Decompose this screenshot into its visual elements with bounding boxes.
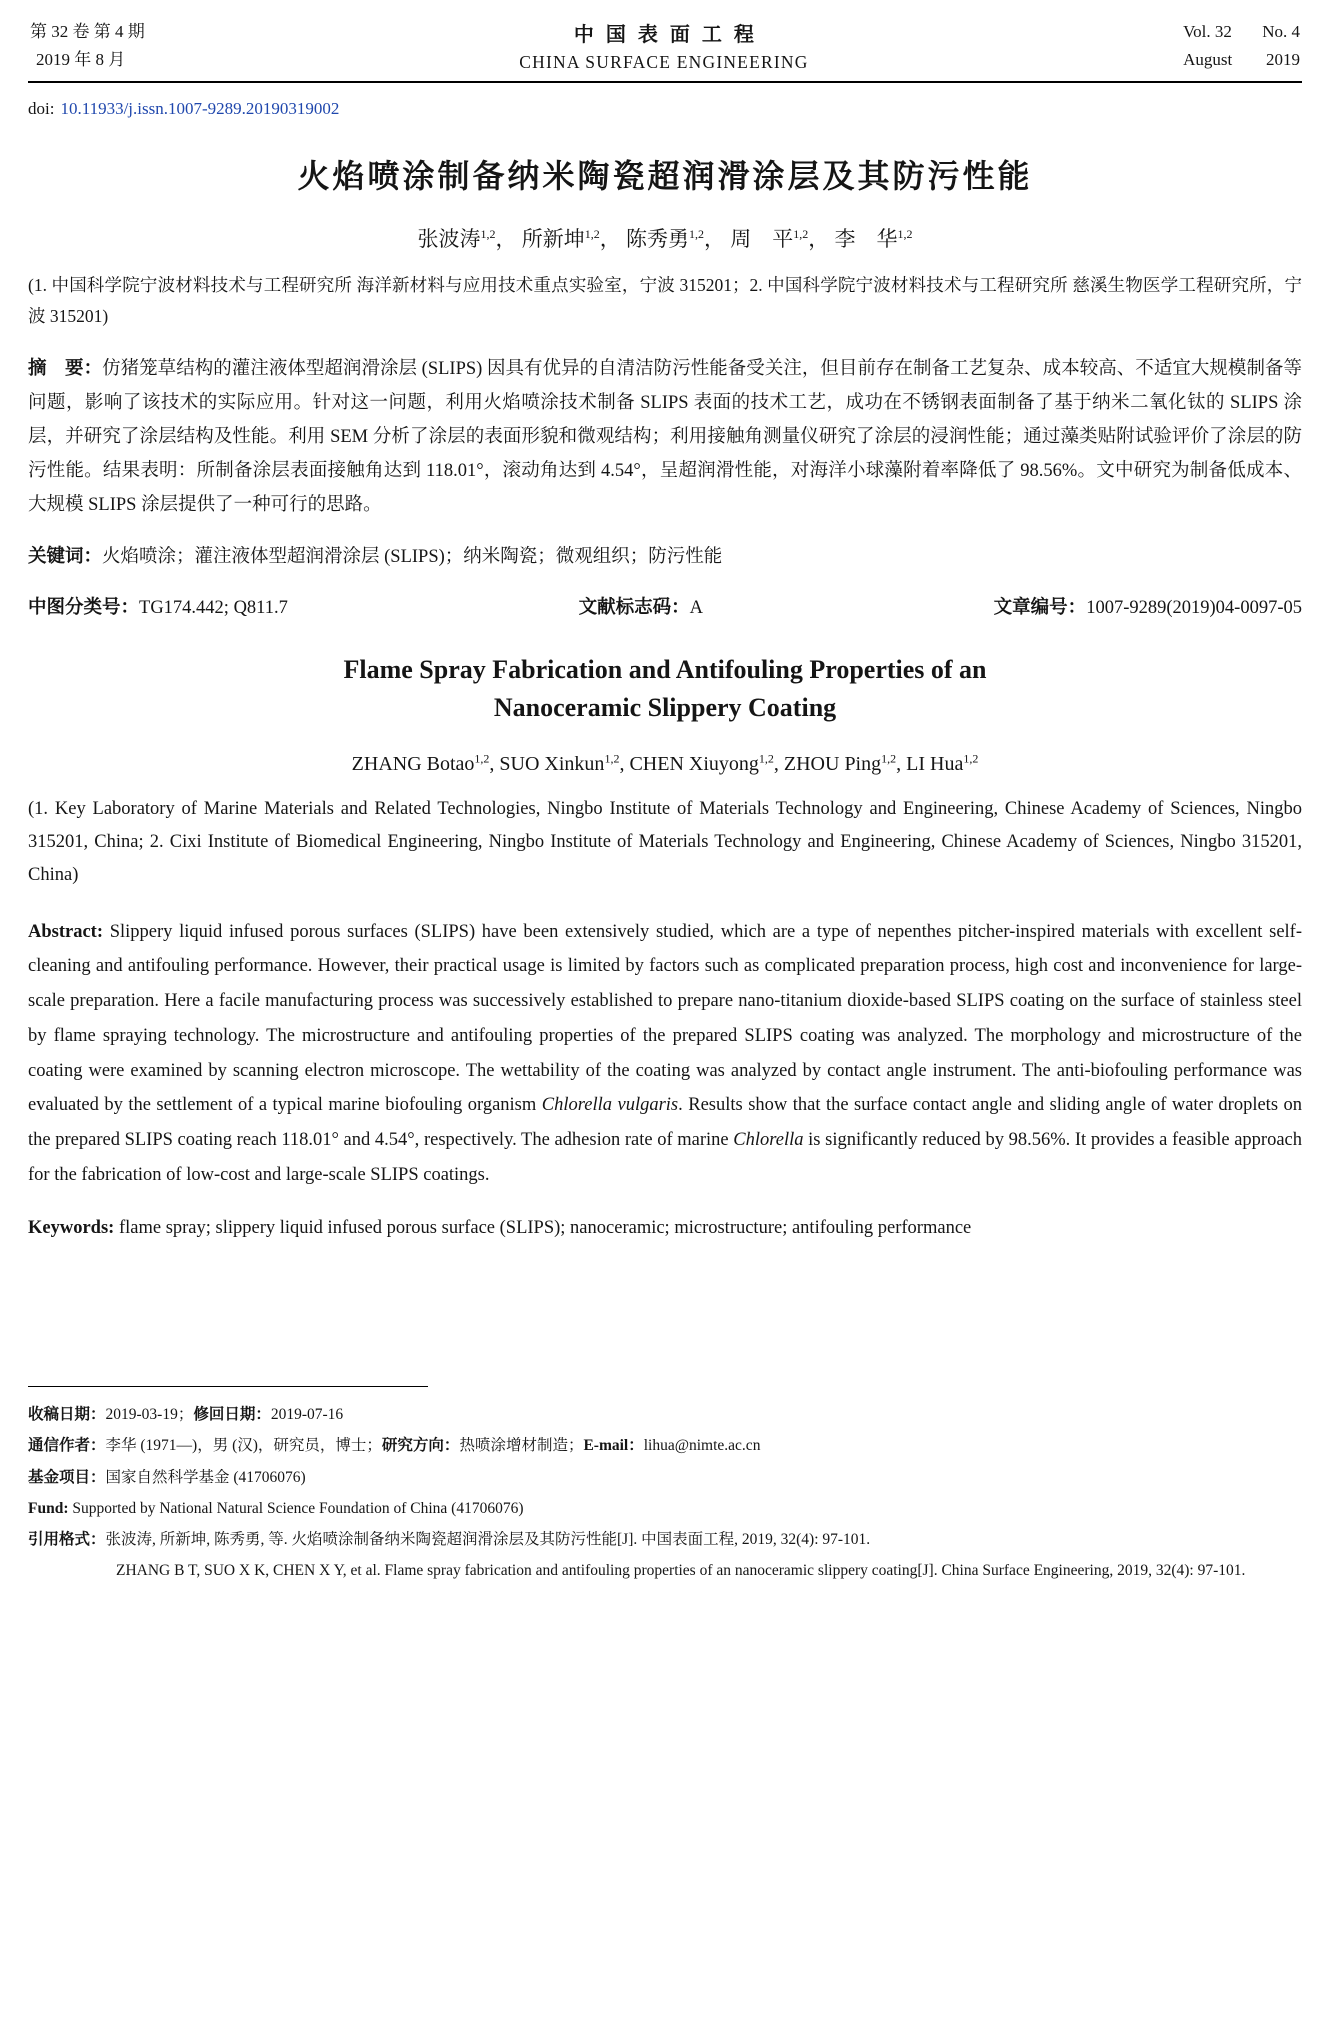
keywords-en [28, 1211, 1302, 1246]
abstract-en [28, 915, 1302, 1193]
journal-name-en: CHINA SURFACE ENGINEERING [519, 52, 809, 72]
research-direction-value: 热喷涂增材制造； [459, 1437, 584, 1455]
footnotes-block [28, 1386, 1302, 1587]
authors-cn [28, 223, 1302, 253]
corresponding-text: 李华 (1971—)，男 (汉)，研究员，博士； [105, 1437, 382, 1455]
author-affil-sup: 1,2 [584, 227, 600, 241]
doi-label: doi: [28, 99, 55, 118]
article-title-en [28, 651, 1302, 726]
fund-cn-label: 基金项目： [28, 1468, 106, 1486]
footnote-divider [28, 1386, 428, 1387]
author-en: CHEN Xiuyong$^{1,2}$, [629, 751, 784, 775]
abstract-en-seg2: . Results show that the surface contact angle and sliding angle of water droplets on the prepared SLIPS coating reach 118.01° and 4.54°, respectively. The adhesion rate of marine [28, 1095, 1303, 1151]
email-value: lihua@nimte.ac.cn [643, 1437, 761, 1455]
document-code: 文献标志码：A [578, 598, 703, 619]
clc-number: 中图分类号：TG174.442; Q811.7 [28, 598, 288, 619]
author-cn: 周 平$^{1,2}$， [730, 227, 830, 251]
header-divider [28, 81, 1302, 83]
issue-volume-cn: 第 32 卷 第 4 期 [30, 22, 145, 42]
keywords-cn-text: 火焰喷涂；灌注液体型超润滑涂层 (SLIPS)；纳米陶瓷；微观组织；防污性能 [102, 546, 723, 567]
abstract-cn-label: 摘 要： [28, 359, 103, 380]
author-affil-sup: 1,2 [758, 751, 774, 766]
author-affil-sup: 1,2 [963, 751, 979, 766]
corresponding-label: 通信作者： [28, 1437, 106, 1455]
number-en: No. 4 [1262, 22, 1300, 42]
abstract-en-species-italic: Chlorella vulgaris [541, 1095, 679, 1116]
author-affil-sup: 1,2 [897, 227, 913, 241]
author-affil-sup: 1,2 [793, 227, 809, 241]
issue-date-cn: 2019 年 8 月 [36, 49, 126, 69]
citation-en-line: ZHANG B T, SUO X K, CHEN X Y, et al. Flame spray fabrication and antifouling properties of an nanoceramic slippery coating[J]. China Surface Engineering, 2019, 32(4): 97-101. [116, 1562, 1246, 1580]
year-en: 2019 [1265, 49, 1300, 69]
fund-cn-line [28, 1462, 1302, 1493]
doi-line [28, 99, 1302, 119]
keywords-en-label: Keywords: [28, 1218, 115, 1239]
article-title-en-line1: Flame Spray Fabrication and Antifouling Properties of an [343, 655, 987, 685]
keywords-cn-label: 关键词： [28, 546, 103, 567]
abstract-en-genus-italic: Chlorella [733, 1130, 804, 1151]
author-cn: 陈秀勇$^{1,2}$， [626, 227, 725, 251]
volume-en: Vol. 32 [1183, 22, 1232, 42]
affiliation-cn: (1. 中国科学院宁波材料技术与工程研究所 海洋新材料与应用技术重点实验室，宁波 315201；2. 中国科学院宁波材料技术与工程研究所 慈溪生物医学工程研究所，宁波 315201) [28, 275, 1302, 326]
abstract-en-label: Abstract: [28, 921, 104, 942]
author-affil-sup: 1,2 [480, 227, 496, 241]
article-id: 文章编号：1007-9289(2019)04-0097-05 [993, 598, 1302, 619]
author-affil-sup: 1,2 [474, 751, 490, 766]
research-direction-label: 研究方向： [381, 1437, 460, 1455]
doi-link[interactable]: 10.11933/j.issn.1007-9289.20190319002 [60, 99, 340, 118]
citation-cn-text: 张波涛, 所新坤, 陈秀勇, 等. 火焰喷涂制备纳米陶瓷超润滑涂层及其防污性能[J]. 中国表面工程, 2019, 32(4): 97-101. [105, 1531, 871, 1549]
fund-cn-value: 国家自然科学基金 (41706076) [105, 1468, 306, 1486]
fund-en-label: Fund: [28, 1499, 69, 1517]
received-value: 2019-03-19； [105, 1406, 194, 1423]
fund-en-line [28, 1493, 1302, 1524]
author-en: LI Hua$^{1,2}$ [906, 751, 979, 775]
received-label: 收稿日期： [28, 1406, 106, 1423]
author-en: ZHOU Ping$^{1,2}$, [783, 751, 907, 775]
citation-label: 引用格式： [28, 1531, 106, 1549]
author-en: SUO Xinkun$^{1,2}$, [499, 751, 630, 775]
keywords-en-text: flame spray; slippery liquid infused porous surface (SLIPS); nanoceramic; microstructure; antifouling performance [114, 1218, 972, 1239]
journal-title-block [519, 18, 808, 73]
author-cn: 张波涛$^{1,2}$， [417, 227, 517, 251]
affiliation-en: (1. Key Laboratory of Marine Materials and Related Technologies, Ningbo Institute of Materials Technology and Engineering, Chinese Academy of Sciences, Ningbo 315201, China; 2. Cixi Institute of Biomedical Engineering, Ningbo Institute of Materials Technology and Engineering, Chinese Academy of Sciences, Ningbo 315201, China) [28, 798, 1302, 886]
dates-line [28, 1399, 1302, 1430]
journal-name-cn: 中国表面工程 [573, 24, 766, 46]
issue-info-cn [30, 18, 145, 72]
email-label: E-mail： [583, 1437, 644, 1455]
revised-label: 修回日期： [193, 1406, 271, 1423]
article-title-en-line2: Nanoceramic Slippery Coating [493, 693, 837, 722]
journal-header [28, 16, 1302, 73]
author-en: ZHANG Botao$^{1,2}$, [351, 751, 500, 775]
revised-value: 2019-07-16 [270, 1406, 344, 1423]
author-affil-sup: 1,2 [881, 751, 897, 766]
abstract-cn-text: 仿猪笼草结构的灌注液体型超润滑涂层 (SLIPS) 因具有优异的自清洁防污性能备受关注，但目前存在制备工艺复杂、成本较高、不适宜大规模制备等问题，影响了该技术的实际应用。针对这一问题，利用火焰喷涂技术制备 SLIPS 表面的技术工艺，成功在不锈钢表面制备了基于纳米二氧化钛的 SLIPS 涂层，并研究了涂层结构及性能。利用 SEM 分析了涂层的表面形貌和微观结构；利用接触角测量仪研究了涂层的浸润性能；通过藻类贴附试验评价了涂层的防污性能。结果表明：所制备涂层表面接触角达到 118.01°，滚动角达到 4.54°，呈超润滑性能，对海洋小球藻附着率降低了 98.56%。文中研究为制备低成本、大规模 SLIPS 涂层提供了一种可行的思路。 [28, 359, 1302, 515]
citation-cn-line [28, 1524, 1302, 1555]
classification-row [28, 593, 1302, 619]
fund-en-value: Supported by National Natural Science Foundation of China (41706076) [68, 1499, 524, 1517]
article-title-cn: 火焰喷涂制备纳米陶瓷超润滑涂层及其防污性能 [297, 158, 1033, 194]
keywords-cn [28, 541, 1302, 575]
corresponding-author-line [28, 1430, 1302, 1461]
authors-en [28, 753, 1302, 776]
author-affil-sup: 1,2 [689, 227, 704, 241]
issue-info-en [1183, 18, 1300, 72]
author-cn: 所新坤$^{1,2}$， [521, 227, 621, 251]
abstract-cn [28, 353, 1302, 522]
abstract-en-seg1: Slippery liquid infused porous surfaces (SLIPS) have been extensively studied, which are a type of nepenthes pitcher-inspired materials with excellent self-cleaning and antifouling performance. However, their practical usage is limited by factors such as complicated preparation process, high cost and inconvenience for large-scale preparation. Here a facile manufacturing process was successively established to prepare nano-titanium dioxide-based SLIPS coating on the surface of stainless steel by flame spraying technology. The microstructure and antifouling properties of the prepared SLIPS coating was analyzed. The morphology and microstructure of the coating were examined by scanning electron microscope. The wettability of the coating was analyzed by contact angle instrument. The anti-biofouling performance was evaluated by the settlement of a typical marine biofouling organism [28, 921, 1302, 1116]
abstract-en-seg3: is significantly reduced by 98.56%. It provides a feasible approach for the fabrication of low-cost and large-scale SLIPS coatings. [28, 1130, 1302, 1185]
month-en: August [1183, 49, 1233, 69]
author-affil-sup: 1,2 [604, 751, 620, 766]
author-cn: 李 华$^{1,2}$ [834, 227, 913, 251]
